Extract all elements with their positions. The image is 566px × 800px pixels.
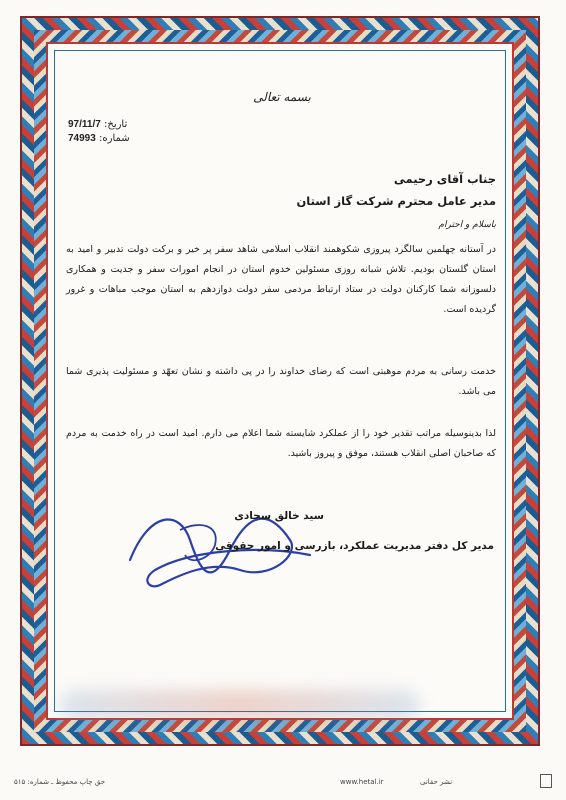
addressee [296, 168, 496, 212]
number-label: شماره: [99, 133, 130, 144]
addressee-name: جناب آقای رحیمی [393, 172, 496, 186]
body-paragraph-2: خدمت رسانی به مردم موهبتی است که رضای خداوند را در پی داشته و نشان تعهّد و مسئولیت پذیری شما می باشد. [66, 366, 496, 397]
signer-name: سید خالق سجادی [234, 510, 324, 522]
number-row [68, 132, 130, 146]
footer-website: www.hetal.ir [340, 778, 384, 786]
number-value: 74993 [68, 133, 96, 144]
page-footer [0, 772, 566, 792]
body-paragraph-3: لذا بدینوسیله مراتب تقدیر خود را از عملکرد شایسته شما اعلام می دارم. امید است در راه خدمت به مردم که صاحبان اصلی انقلاب هستند، موفق و پیروز باشید. [66, 428, 496, 459]
footer-copyright: حق چاپ محفوظ ـ شماره: ۵۱۵ [14, 778, 106, 786]
date-label: تاریخ: [104, 119, 128, 130]
date-row [68, 118, 130, 132]
redacted-stamp [60, 690, 420, 720]
signer-title: مدیر کل دفتر مدیریت عملکرد، بازرسی و امور حقوقی [215, 540, 494, 552]
letter-content [60, 70, 504, 710]
body-paragraph-1: در آستانه چهلمین سالگرد پیروزی شکوهمند انقلاب اسلامی شاهد سفر پر خیر و برکت دولت تدبیر و امید به استان گلستان بودیم. تلاش شبانه روزی مسئولین خدوم استان در انجام امورات سفر و جدیت و همکاری دلسوزانه شما کارکنان دولت در ستاد ارتباط مردمی سفر دولت دوازدهم به استان موجب مباهات و غرور گردیده است. [66, 244, 496, 315]
publisher-logo-icon [540, 774, 552, 788]
footer-publisher: نشر حقانی [420, 778, 453, 786]
addressee-title: مدیر عامل محترم شرکت گاز استان [296, 194, 496, 208]
basmala: بسمه تعالی [253, 90, 311, 104]
greeting: باسلام و احترام [438, 220, 496, 230]
date-value: 97/11/7 [68, 119, 101, 130]
letter-meta [68, 118, 130, 146]
